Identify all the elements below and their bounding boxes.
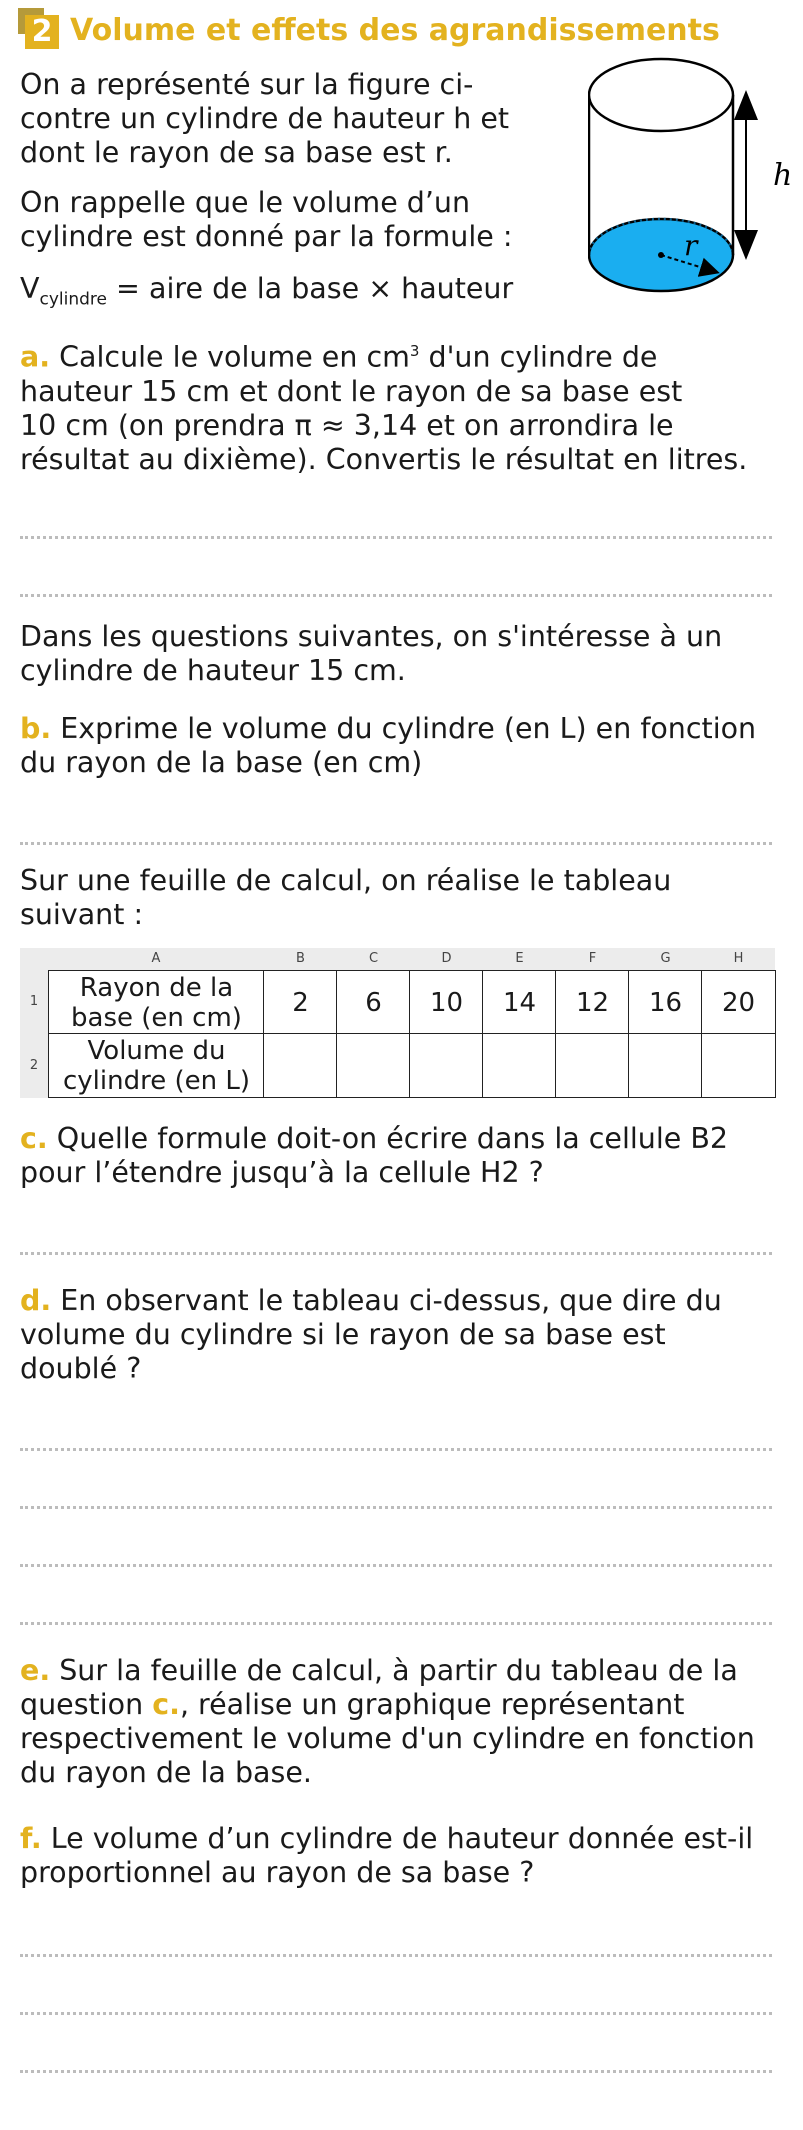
cell-B2[interactable] <box>263 1033 338 1098</box>
answer-line[interactable] <box>20 2012 772 2015</box>
column-header[interactable]: C <box>337 948 410 970</box>
cell-C2[interactable] <box>336 1033 411 1098</box>
column-header[interactable]: H <box>702 948 775 970</box>
exercise-header <box>18 8 720 52</box>
cell-A1[interactable]: Rayon de la base (en cm) <box>48 970 265 1035</box>
cell-E1[interactable]: 14 <box>482 970 557 1035</box>
cell-G1[interactable]: 16 <box>628 970 703 1035</box>
cylinder-figure <box>588 50 798 320</box>
column-header[interactable]: A <box>48 948 264 970</box>
answer-line[interactable] <box>20 1448 772 1451</box>
cell-G2[interactable] <box>628 1033 703 1098</box>
height-arrow-bottom <box>734 230 758 260</box>
answer-line[interactable] <box>20 594 772 597</box>
column-header[interactable]: G <box>629 948 702 970</box>
cell-H1[interactable]: 20 <box>701 970 776 1035</box>
answer-line[interactable] <box>20 536 772 539</box>
height-label: h <box>773 158 793 193</box>
row-header[interactable]: 2 <box>20 1034 48 1098</box>
question-f: f. Le volume d’un cylindre de hauteur donnée est-il proportionnel au rayon de sa base ? <box>20 1822 754 1889</box>
cell-C1[interactable]: 6 <box>336 970 411 1035</box>
cylinder-top <box>589 59 733 131</box>
column-header[interactable]: E <box>483 948 556 970</box>
answer-line[interactable] <box>20 1564 772 1567</box>
cell-F2[interactable] <box>555 1033 630 1098</box>
radius-label: r <box>684 229 698 262</box>
answer-line[interactable] <box>20 1954 772 1957</box>
answer-line[interactable] <box>20 1506 772 1509</box>
intro-line: contre un cylindre de hauteur h et <box>20 102 510 135</box>
exercise-title: Volume et effets des agrandissements <box>70 12 720 48</box>
question-c: c. Quelle formule doit-on écrire dans la cellule B2 pour l’étendre jusqu’à la cellule H2 ? <box>20 1122 729 1189</box>
recall-line: cylindre est donné par la formule : <box>20 220 513 253</box>
cell-H2[interactable] <box>701 1033 776 1098</box>
answer-line[interactable] <box>20 1252 772 1255</box>
question-a: a. Calcule le volume en $cm^3$ d'un cylindre de hauteur 15 cm et dont le rayon de sa base est 10 cm (on prendra π ≈ 3,14 et on arrondira le résultat au dixième). Convertis le résultat en litres. <box>20 340 748 476</box>
row-header[interactable]: 1 <box>20 970 48 1034</box>
recall-text <box>20 186 512 254</box>
sheet-intro: Sur une feuille de calcul, on réalise le tableau suivant : <box>20 864 672 931</box>
cell-F1[interactable]: 12 <box>555 970 630 1035</box>
cell-A2[interactable]: Volume du cylindre (en L) <box>48 1033 265 1098</box>
cell-B1[interactable]: 2 <box>263 970 338 1035</box>
column-header[interactable]: F <box>556 948 629 970</box>
question-e: e. Sur la feuille de calcul, à partir du tableau de la question c., réalise un graphique représentant respectivement le volume d'un cylindre en fonction du rayon de la base. <box>20 1654 755 1789</box>
cell-D2[interactable] <box>409 1033 484 1098</box>
context-text: Dans les questions suivantes, on s'intéresse à un cylindre de hauteur 15 cm. <box>20 620 723 687</box>
exercise-number: 2 <box>25 15 59 49</box>
exercise-number-badge <box>18 8 62 52</box>
intro-text <box>20 68 509 170</box>
column-header[interactable]: B <box>264 948 337 970</box>
cell-E2[interactable] <box>482 1033 557 1098</box>
answer-line[interactable] <box>20 2070 772 2073</box>
answer-line[interactable] <box>20 842 772 845</box>
intro-line: dont le rayon de sa base est r. <box>20 136 453 169</box>
intro-line: On a représenté sur la figure ci- <box>20 68 474 101</box>
recall-line: On rappelle que le volume d’un <box>20 186 471 219</box>
question-b: b. Exprime le volume du cylindre (en L) en fonction du rayon de la base (en cm) <box>20 712 757 779</box>
height-arrow-top <box>734 90 758 120</box>
question-d: d. En observant le tableau ci-dessus, que dire du volume du cylindre si le rayon de sa base est doublé ? <box>20 1284 722 1385</box>
volume-formula: $V_{cylindre}$ = aire de la base × hauteur <box>20 272 514 310</box>
answer-line[interactable] <box>20 1622 772 1625</box>
corner-header <box>20 948 48 970</box>
cell-D1[interactable]: 10 <box>409 970 484 1035</box>
column-header[interactable]: D <box>410 948 483 970</box>
spreadsheet <box>20 948 784 1102</box>
